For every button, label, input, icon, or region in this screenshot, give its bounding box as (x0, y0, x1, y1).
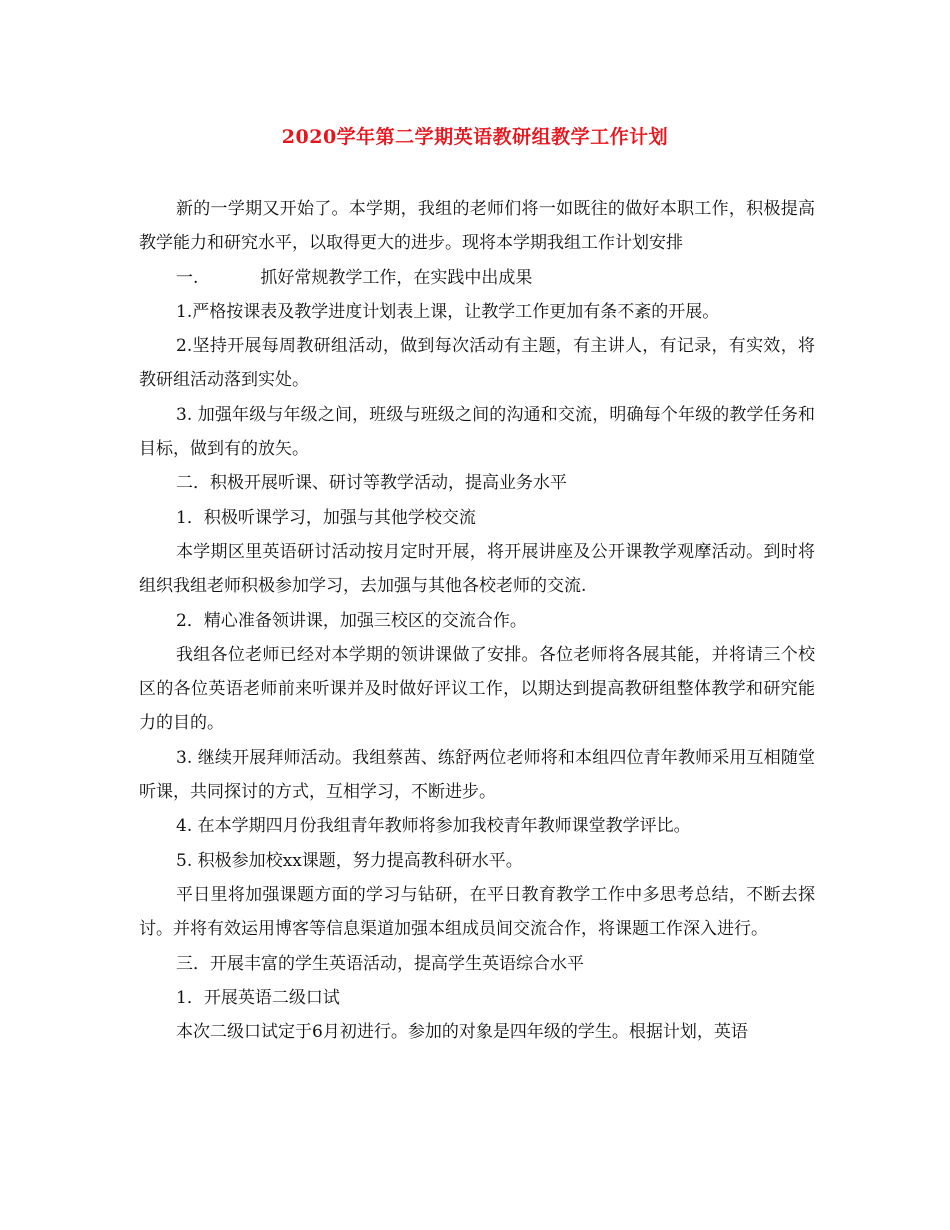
section-heading-3: 三．开展丰富的学生英语活动，提高学生英语综合水平 (176, 953, 584, 974)
paragraph: 平日里将加强课题方面的学习与钻研，在平日教育教学工作中多思考总结，不断去探讨。并将有效运用博客等信息渠道加强本组成员间交流合作，将课题工作深入进行。 (139, 884, 815, 940)
section-1-number: 一. (176, 267, 199, 288)
subheading: 1．积极听课学习，加强与其他学校交流 (176, 507, 476, 528)
paragraph: 本次二级口试定于6月初进行。参加的对象是四年级的学生。根据计划，英语 (176, 1022, 748, 1043)
intro-paragraph: 新的一学期又开始了。本学期，我组的老师们将一如既往的做好本职工作，积极提高教学能力和研究水平，以取得更大的进步。现将本学期我组工作计划安排 (139, 199, 815, 254)
section-heading-1 (139, 261, 815, 295)
paragraph: 3. 加强年级与年级之间，班级与班级之间的沟通和交流，明确每个年级的教学任务和目标，做到有的放矢。 (139, 404, 815, 460)
paragraph: 2.坚持开展每周教研组活动，做到每次活动有主题，有主讲人，有记录，有实效，将教研组活动落到实处。 (139, 336, 815, 391)
subheading: 1．开展英语二级口试 (176, 987, 340, 1008)
subheading: 2．精心准备领讲课，加强三校区的交流合作。 (176, 610, 527, 631)
paragraph: 本学期区里英语研讨活动按月定时开展，将开展讲座及公开课教学观摩活动。到时将组织我组老师积极参加学习，去加强与其他各校老师的交流. (139, 541, 815, 597)
section-heading-2: 二．积极开展听课、研讨等教学活动，提高业务水平 (176, 473, 567, 494)
document-title: 2020学年第二学期英语教研组教学工作计划 (281, 126, 669, 148)
paragraph: 5. 积极参加校xx课题，努力提高教科研水平。 (176, 850, 523, 871)
paragraph: 我组各位老师已经对本学期的领讲课做了安排。各位老师将各展其能，并将请三个校区的各位英语老师前来听课并及时做好评议工作，以期达到提高教研组整体教学和研究能力的目的。 (139, 644, 815, 734)
section-1-text: 抓好常规教学工作，在实践中出成果 (260, 267, 533, 288)
paragraph: 3. 继续开展拜师活动。我组蔡茜、练舒两位老师将和本组四位青年教师采用互相随堂听课，共同探讨的方式，互相学习，不断进步。 (139, 747, 815, 803)
paragraph: 1.严格按课表及教学进度计划表上课，让教学工作更加有条不紊的开展。 (176, 301, 720, 322)
paragraph: 4. 在本学期四月份我组青年教师将参加我校青年教师课堂教学评比。 (176, 816, 691, 837)
document-body (139, 192, 815, 1049)
